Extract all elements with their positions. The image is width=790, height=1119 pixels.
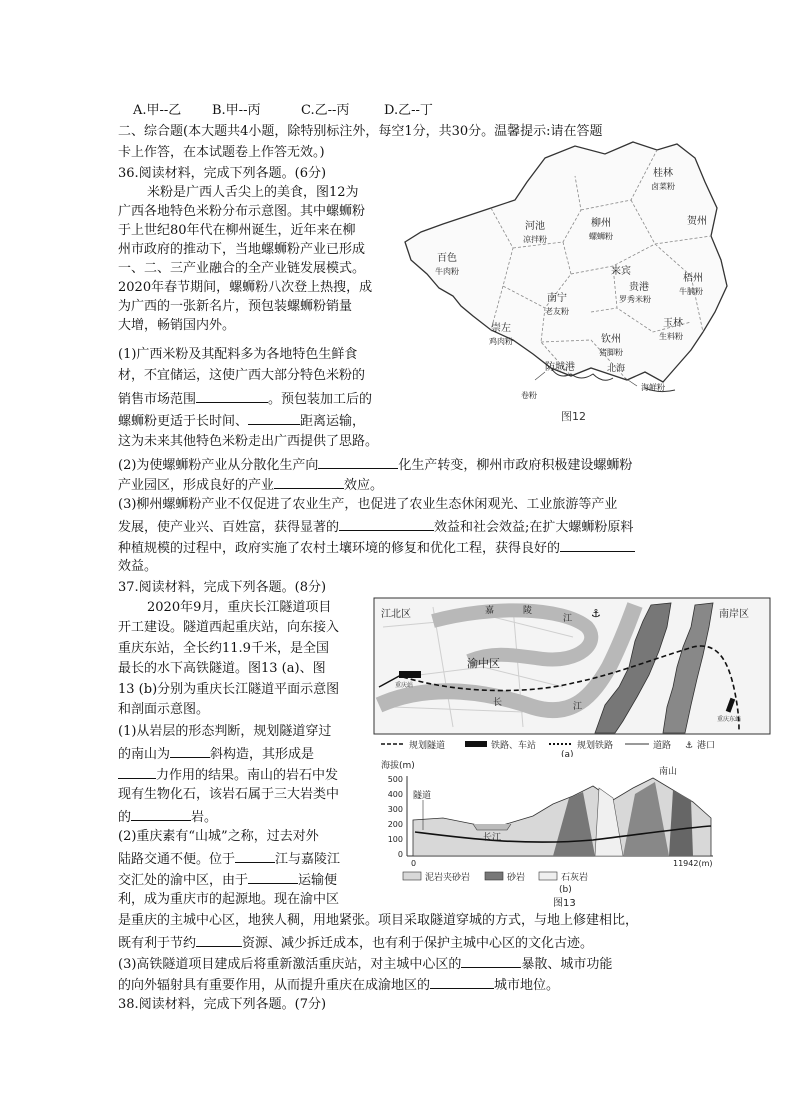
legend-label: 港口 bbox=[697, 741, 716, 751]
yangtze-river-profile bbox=[473, 824, 511, 830]
legend-label: 规划隧道 bbox=[409, 741, 446, 751]
legend-label: 砂岩 bbox=[507, 873, 526, 883]
answer-blank[interactable] bbox=[118, 764, 156, 779]
section2-line2: 卡上作答，在本试题卷上作答无效。) bbox=[118, 145, 325, 160]
answer-blank[interactable] bbox=[196, 932, 242, 947]
q37-para-line: 重庆东站，全长约11.9千米，是全国 bbox=[118, 641, 329, 656]
y-tick: 200 bbox=[387, 820, 403, 829]
region-name: 柳州 bbox=[591, 218, 611, 229]
legend-label: 铁路、车站 bbox=[491, 741, 537, 751]
q36-para-line: 米粉是广西人舌尖上的美食，图12为 bbox=[147, 185, 359, 200]
q37-para-line: 13 (b)分别为重庆长江隧道平面示意图 bbox=[118, 682, 340, 697]
profile-label: 长江 bbox=[483, 833, 502, 843]
region-food: 凉拌粉 bbox=[523, 235, 547, 244]
river-char: 长 bbox=[493, 698, 503, 708]
region-name: 崇左 bbox=[491, 323, 511, 334]
region-name: 贵港 bbox=[629, 282, 649, 293]
q36-s1-line: 这为未来其他特色米粉走出广西提供了思路。 bbox=[118, 434, 379, 449]
q37-s2-line: 陆路交通不便。位于 江与嘉陵江 bbox=[118, 848, 340, 870]
q37-para-line: 开工建设。隧道西起重庆站，向东接入 bbox=[118, 620, 340, 635]
q36-para-line: 大增，畅销国内外。 bbox=[118, 318, 236, 333]
port-icon: ⚓ bbox=[591, 607, 601, 620]
chongqing-tunnel-profile bbox=[373, 758, 771, 908]
q38-heading: 38.阅读材料，完成下列各题。(7分) bbox=[118, 997, 327, 1012]
answer-blank[interactable] bbox=[430, 974, 494, 989]
q36-s2-line: (2)为使螺蛳粉产业从分散化生产向 化生产转变，柳州市政府积极建设螺蛳粉 bbox=[118, 454, 632, 476]
river-char: 陵 bbox=[523, 606, 533, 616]
q36-s1-line: 材，不宜储运，这使广西大部分特色米粉的 bbox=[118, 368, 366, 383]
region-name: 防城港 bbox=[545, 362, 575, 373]
option-b: B.甲--丙 bbox=[212, 103, 261, 118]
y-tick: 100 bbox=[387, 835, 403, 844]
q36-para-line: 广西各地特色米粉分布示意图。其中螺蛳粉 bbox=[118, 204, 366, 219]
q37-s2-line: (2)重庆素有“山城”之称，过去对外 bbox=[118, 829, 319, 844]
q37-heading: 37.阅读材料，完成下列各题。(8分) bbox=[118, 580, 327, 595]
legend-label: 石灰岩 bbox=[561, 873, 589, 883]
q37-s1-line: 力作用的结果。南山的岩石中发 bbox=[118, 764, 338, 786]
option-a: A.甲--乙 bbox=[133, 103, 182, 118]
region-food: 卤菜粉 bbox=[651, 182, 675, 191]
chongqing-tunnel-plan bbox=[373, 597, 771, 757]
answer-blank[interactable] bbox=[248, 410, 300, 425]
station-west-icon bbox=[399, 671, 421, 678]
q36-s3-line: 发展，使产业兴、百姓富，获得显著的 效益和社会效益;在扩大螺蛳粉原料 bbox=[118, 516, 633, 538]
q37-para-line: 最长的水下高铁隧道。图13 (a)、图 bbox=[118, 661, 326, 676]
region-name: 百色 bbox=[437, 253, 457, 264]
q36-s3-line: 效益。 bbox=[118, 559, 158, 574]
q36-para-line: 于上世纪80年代在柳州诞生，近年来在柳 bbox=[118, 223, 356, 238]
answer-blank[interactable] bbox=[274, 474, 344, 489]
river-char: 江 bbox=[563, 614, 573, 624]
answer-blank[interactable] bbox=[170, 743, 210, 758]
q37-s2-line: 交汇处的渝中区，由于 运输便 bbox=[118, 869, 337, 891]
q37-s3-line: 的向外辐射具有重要作用，从而提升重庆在成渝地区的 城市地位。 bbox=[118, 974, 559, 996]
legend-label: 泥岩夹砂岩 bbox=[425, 873, 471, 883]
q37-s2-line: 是重庆的主城中心区，地狭人稠，用地紧张。项目采取隧道穿城的方式，与地上修建相比， bbox=[118, 913, 639, 928]
region-food: 海鲜粉 bbox=[641, 383, 665, 392]
region-food: 鸡肉粉 bbox=[489, 337, 513, 346]
region-name: 玉林 bbox=[663, 318, 683, 329]
region-food: 罗秀米粉 bbox=[619, 295, 651, 304]
region-name: 河池 bbox=[525, 221, 545, 232]
option-c: C.乙--丙 bbox=[301, 103, 350, 118]
port-icon: ⚓ bbox=[685, 741, 694, 751]
profile-label: 隧道 bbox=[413, 791, 432, 801]
answer-blank[interactable] bbox=[339, 516, 434, 531]
q36-s2-line: 产业园区，形成良好的产业 效应。 bbox=[118, 474, 383, 496]
answer-blank[interactable] bbox=[318, 454, 398, 469]
q37-s3-line: (3)高铁隧道项目建成后将重新激活重庆站，对主城中心区的 暴散、城市功能 bbox=[118, 953, 612, 975]
q36-s1-line: 螺蛳粉更适于长时间、 距离运输， bbox=[118, 410, 365, 432]
answer-blank[interactable] bbox=[131, 806, 191, 821]
subfigure-label: (a) bbox=[561, 750, 574, 757]
region-name: 桂林 bbox=[653, 168, 673, 179]
answer-blank[interactable] bbox=[235, 848, 275, 863]
region-name: 贺州 bbox=[687, 216, 707, 227]
y-tick: 400 bbox=[387, 790, 403, 799]
q36-para-line: 州市政府的推动下，当地螺蛳粉产业已形成 bbox=[118, 242, 366, 257]
answer-blank[interactable] bbox=[196, 388, 268, 403]
x-tick: 0 bbox=[411, 859, 417, 868]
sandstone-layer bbox=[669, 790, 693, 856]
region-food: 卷粉 bbox=[521, 391, 537, 400]
q36-para-line: 2020年春节期间，螺蛳粉八次登上热搜，成 bbox=[118, 280, 373, 295]
region-food: 牛肉粉 bbox=[435, 267, 459, 276]
region-food: 螺蛳粉 bbox=[589, 232, 613, 241]
district-name: 南岸区 bbox=[719, 609, 749, 620]
option-d: D.乙--丁 bbox=[384, 103, 433, 118]
q36-s3-line: (3)柳州螺蛳粉产业不仅促进了农业生产，也促进了农业生态休闲观光、工业旅游等产业 bbox=[118, 497, 618, 512]
q37-s2-line: 利，成为重庆市的起源地。现在渝中区 bbox=[118, 892, 340, 907]
station-label: 重庆站 bbox=[395, 682, 414, 689]
answer-blank[interactable] bbox=[560, 537, 635, 552]
axis-label: 海拔(m) bbox=[381, 761, 415, 771]
legend-label: 道路 bbox=[653, 741, 672, 751]
section2-line1: 二、综合题(本大题共4小题，除特别标注外，每空1分，共30分。温馨提示:请在答题 bbox=[118, 124, 603, 139]
q36-heading: 36.阅读材料，完成下列各题。(6分) bbox=[118, 166, 327, 181]
region-name: 南宁 bbox=[547, 293, 567, 304]
region-name: 北海 bbox=[607, 364, 626, 374]
q36-s1-line: 销售市场范围 。预包装加工后的 bbox=[118, 388, 372, 410]
station-label: 重庆东站 bbox=[717, 716, 742, 723]
region-food: 猪脚粉 bbox=[599, 348, 623, 357]
legend-label: 规划铁路 bbox=[577, 741, 614, 751]
q36-para-line: 一、二、三产业融合的全产业链发展模式。 bbox=[118, 261, 366, 276]
q37-para-line: 2020年9月，重庆长江隧道项目 bbox=[147, 600, 332, 615]
subfigure-label: (b) bbox=[559, 885, 572, 895]
q36-s3-line: 种植规模的过程中，政府实施了农村土壤环境的修复和优化工程，获得良好的 bbox=[118, 537, 635, 559]
figure-caption: 图13 bbox=[553, 898, 576, 908]
y-tick: 500 bbox=[387, 775, 403, 784]
region-food: 牛腩粉 bbox=[679, 287, 703, 296]
q37-s1-line: 现有生物化石，该岩石属于三大岩类中 bbox=[118, 787, 340, 802]
q37-s1-line: (1)从岩层的形态判断，规划隧道穿过 bbox=[118, 724, 332, 739]
q36-para-line: 为广西的一张新名片，预包装螺蛳粉销量 bbox=[118, 299, 353, 314]
answer-blank[interactable] bbox=[248, 869, 298, 884]
q37-s1-line: 的南山为 斜构造，其形成是 bbox=[118, 743, 314, 765]
guangxi-rice-noodle-map bbox=[395, 136, 735, 428]
region-food: 生料粉 bbox=[659, 332, 683, 341]
y-tick: 300 bbox=[387, 805, 403, 814]
region-name: 来宾 bbox=[611, 266, 631, 277]
answer-blank[interactable] bbox=[461, 953, 521, 968]
q37-s2-line: 既有利于节约 资源、减少拆迁成本，也有利于保护主城中心区的文化古迹。 bbox=[118, 932, 593, 954]
q37-s1-line: 的 岩。 bbox=[118, 806, 217, 828]
figure-caption: 图12 bbox=[561, 410, 586, 423]
district-name: 江北区 bbox=[381, 609, 411, 620]
district-name: 渝中区 bbox=[467, 657, 500, 670]
profile-label: 南山 bbox=[659, 767, 678, 777]
x-tick: 11942(m) bbox=[673, 859, 713, 868]
region-name: 钦州 bbox=[601, 334, 621, 345]
y-tick: 0 bbox=[397, 850, 403, 859]
river-char: 江 bbox=[573, 702, 583, 712]
region-food: 老友粉 bbox=[545, 307, 569, 316]
q37-para-line: 和剖面示意图。 bbox=[118, 702, 210, 717]
q36-s1-line: (1)广西米粉及其配料多为各地特色生鲜食 bbox=[118, 347, 358, 362]
region-name: 梧州 bbox=[683, 273, 703, 284]
river-char: 嘉 bbox=[485, 606, 495, 616]
